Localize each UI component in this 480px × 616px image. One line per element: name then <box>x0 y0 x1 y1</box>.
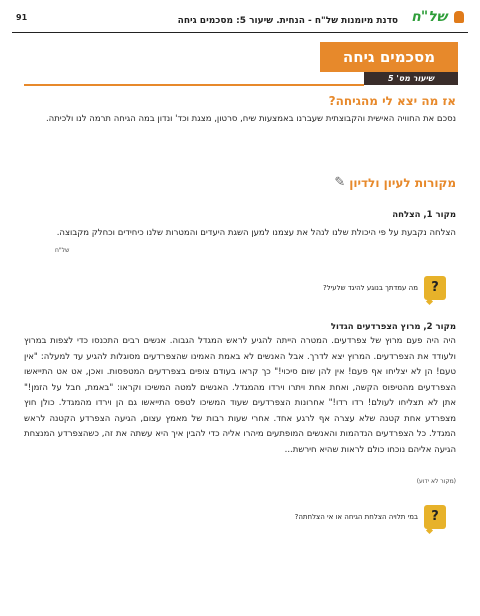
intro-text: נסכם את החוויה האישית והקבוצתית שעברנו באמצעות שיח, סרטון, מצגת וכד' ונדון במה הגיחה תרמה לנו ולכיתה. <box>45 114 456 124</box>
question-2 <box>295 505 446 529</box>
source-2-title: מקור 2, מרוץ הצפרדעים הגדול <box>330 322 456 332</box>
page-title: מסכמים גיחה <box>320 42 458 72</box>
logo-text: של"ח <box>411 9 448 25</box>
question-mark-icon: ? <box>424 505 446 529</box>
lesson-tag: שיעור מס' 5 <box>364 72 458 85</box>
question-1-text: מה עמדתך בנוגע להיגד שלעיל? <box>323 284 418 292</box>
intro-heading: אז מה יצא לי מהגיחה? <box>328 94 456 108</box>
source-2-citation: (מקור לא ידוע) <box>416 478 456 485</box>
mascot-icon <box>454 11 464 23</box>
page-header <box>12 9 468 31</box>
running-title: סדנת מיומנות של"ח - הנחית. שיעור 5: מסכמים גיחה <box>177 16 398 26</box>
header-divider <box>12 32 468 33</box>
question-mark-icon: ? <box>424 276 446 300</box>
sources-heading <box>334 175 456 190</box>
book-icon: ✎ <box>334 175 346 190</box>
source-1-citation: של"ח <box>55 247 70 254</box>
question-2-text: במי תלויה הצלחת הגיחה או אי הצלחתה? <box>294 513 418 521</box>
logo <box>411 9 464 25</box>
sources-heading-label: מקורות לעיון ולדיון <box>349 175 456 190</box>
question-1 <box>323 276 446 300</box>
source-1-text: הצלחה נקבעת על פי היכולת שלנו לנהל את עצמנו למען השגת היעדים והמטרות שלנו כיחידים וכחלק מקבוצה. <box>56 228 456 238</box>
source-2-text: היה היה פעם מרוץ של צפרדעים. המטרה הייתה להגיע לראש המגדל הגבוה. אנשים רבים התכנסו כדי לצפות במרוץ ולעודד את הצפרדעים. המרוץ יצא לדרך. אבל האנשים לא באמת האמינו שהצפרדעים מסוגלות להגיע עד למעלה: "אין טעם! הן לא יצליחו אף פעם! אין להן שום סיכוי!" כך קראו בעודם צופים בצפרדעים המטפסות. ואכן, אט אט התייאשו הצפרדעים מהטיפוס הקשה, ואחת אחת ויתרו וירדו מהמגדל. האנשים למטה המשיכו וקראו: "באמת, חבל על הזמן!" אתן לא תצליחו לעולם! רדו רדו!" אחרונות הצפרדעים שעוד המשיכו לטפס התייאשו גם הן וירדו מהמגדל. כולן חוץ מצפרדע אחת קטנה שלא עצרה אף לרגע אחד. אחרי שעות רבות של מאמץ עצום, הגיעה הצפרדע הקטנה לראש המגדל. כל הצפרדעים הנדהמות והאנשים המופתעים מיהרו אליה כדי להבין איך היא עשתה את זה, כשהצפרדע המנצחת הגיעה אליהם נוכחו כולם לראות שהיא חירשת... <box>24 336 456 455</box>
page-number: 91 <box>16 13 28 22</box>
source-1-title: מקור 1, הצלחה <box>392 210 456 220</box>
title-underline <box>24 84 364 86</box>
